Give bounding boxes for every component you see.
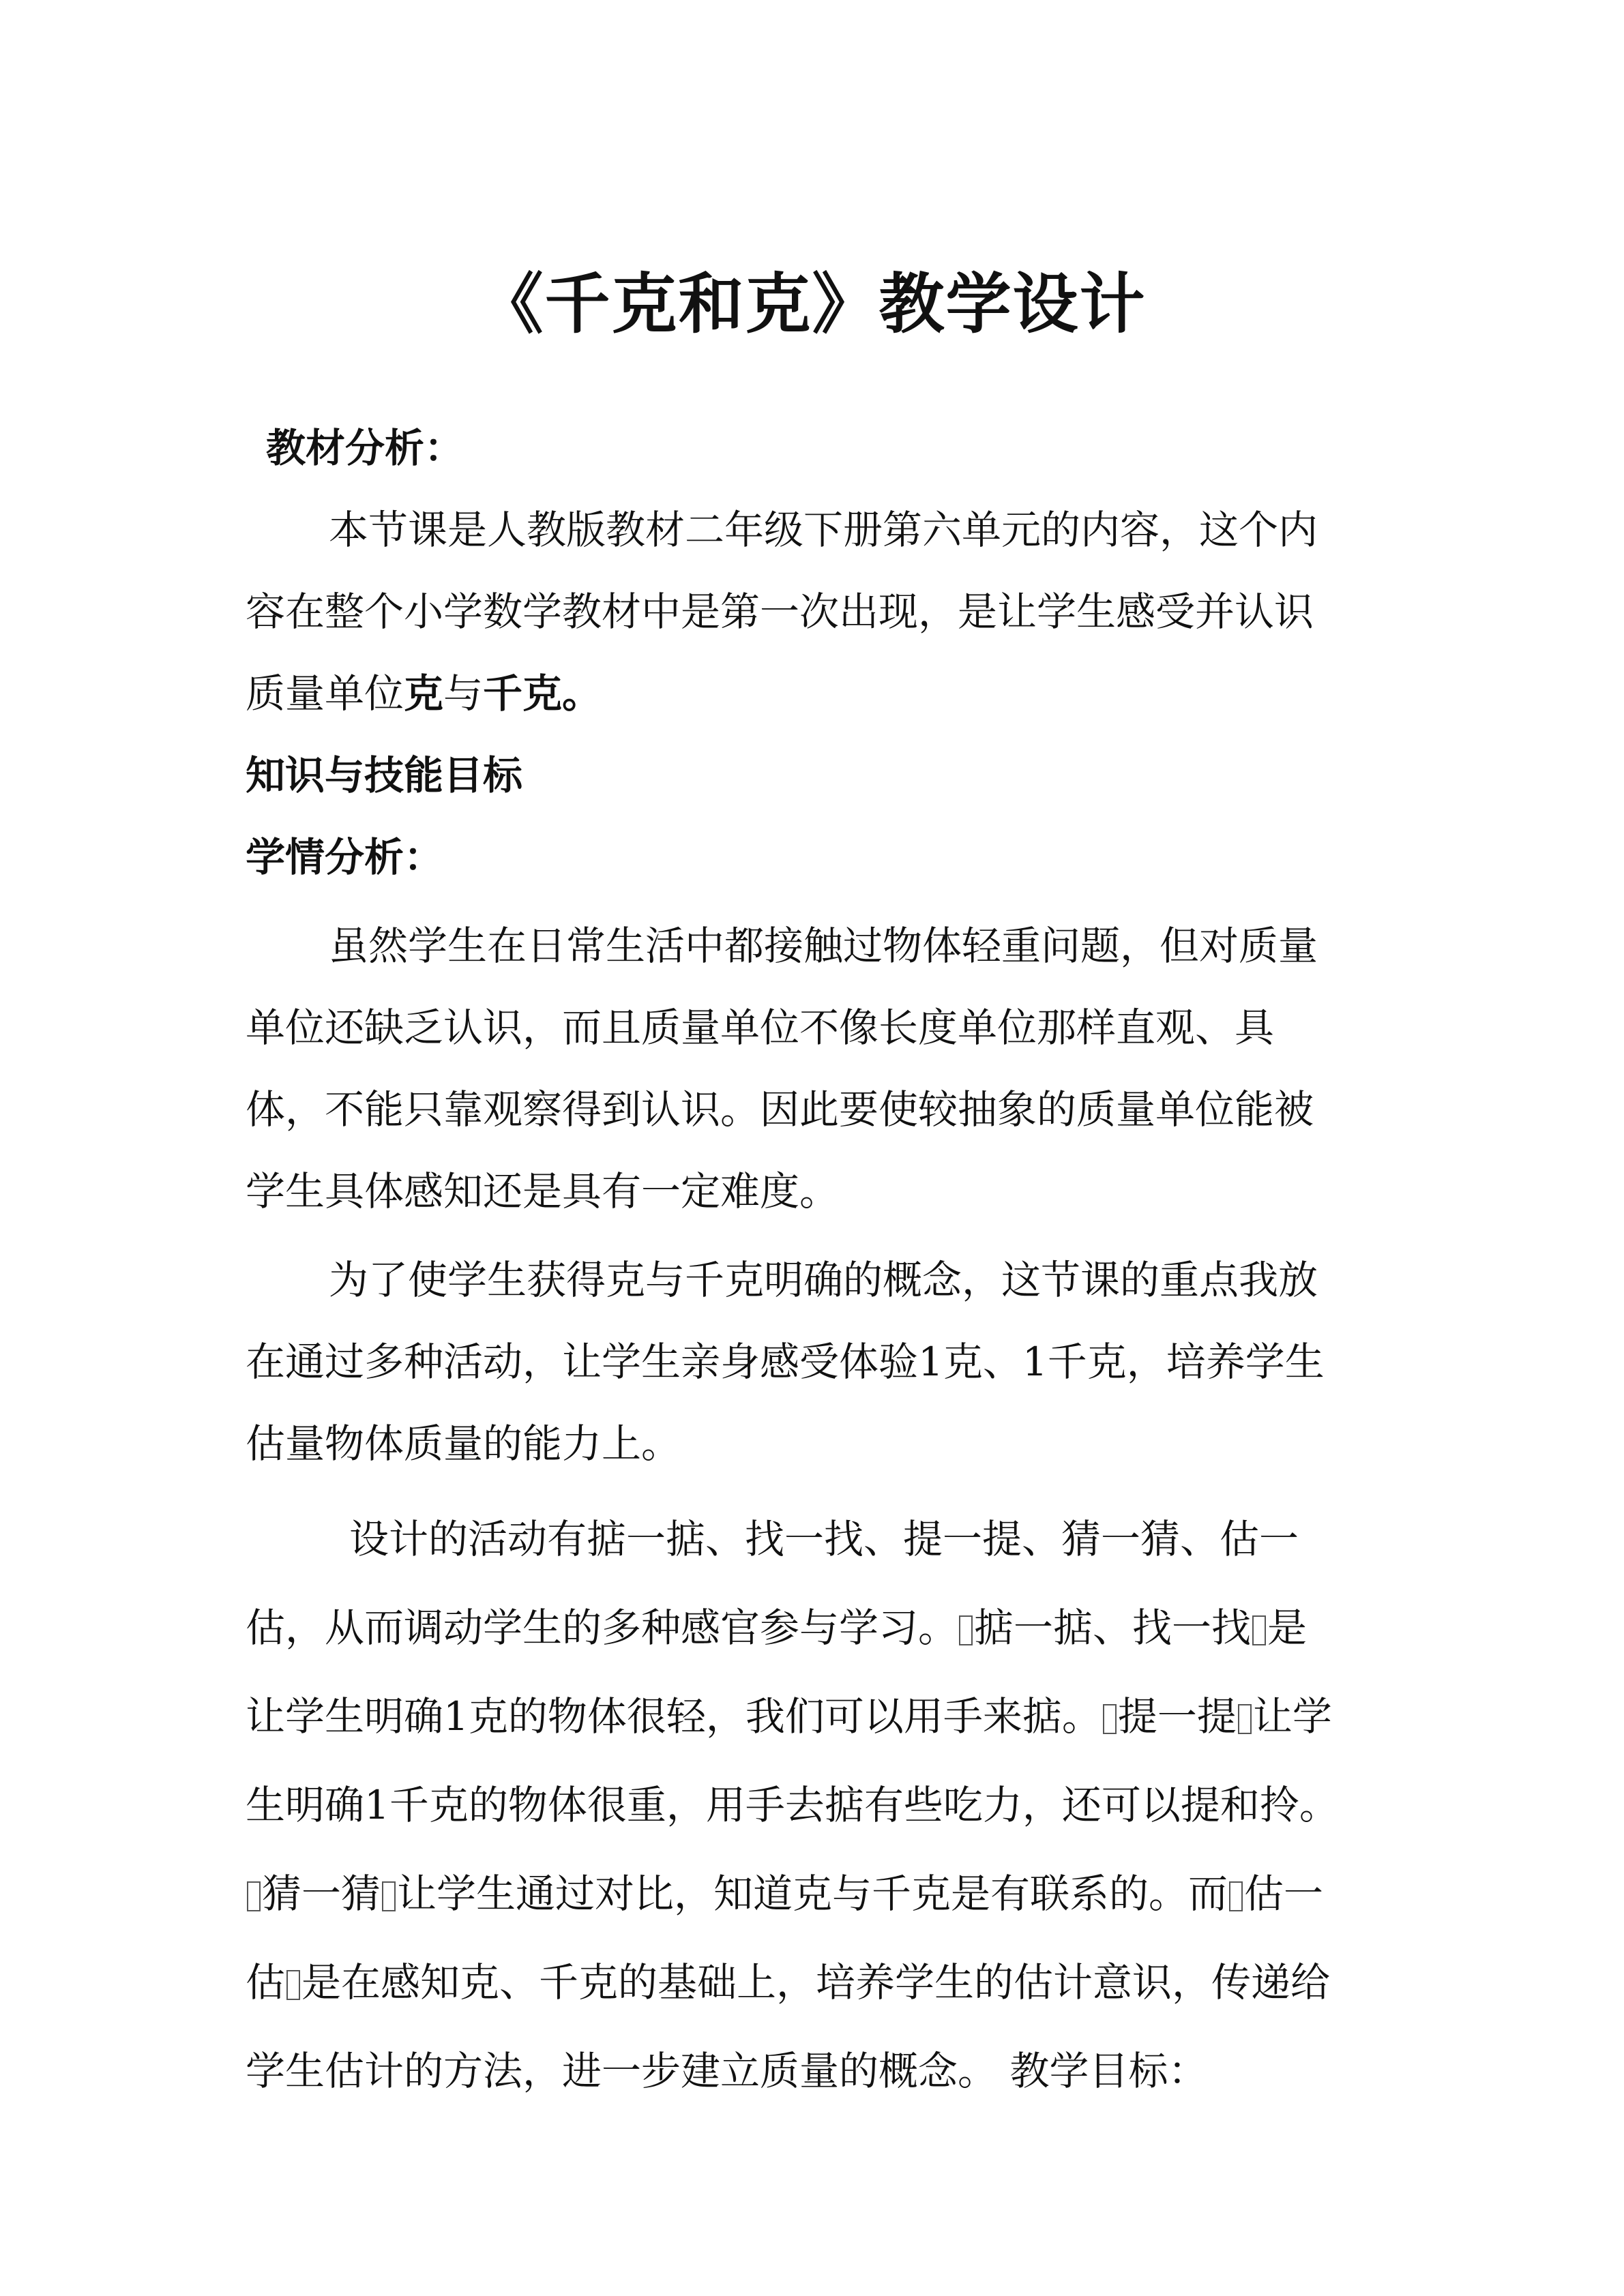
p3-line-3-c: 让学 (1252, 1693, 1332, 1740)
document-title: 《千克和克》教学设计 (477, 265, 1147, 342)
goal-heading: 知识与技能目标 (246, 752, 523, 799)
p3-line-5-b: 让学生通过对比，知道克与千克是有联系的。而 (397, 1870, 1228, 1917)
p2-line-1: 为了使学生获得克与千克明确的概念，这节课的重点我放 (329, 1257, 1318, 1303)
student-heading: 学情分析： (246, 834, 444, 880)
missing-glyph-icon (1252, 1615, 1266, 1645)
missing-glyph-icon (286, 1970, 300, 2000)
material-line-3-c: 与 (443, 670, 484, 717)
p3-line-5-c: 估一 (1244, 1870, 1324, 1917)
p3-line-5-a: 猜一猜 (262, 1870, 381, 1917)
missing-glyph-icon (1103, 1704, 1117, 1734)
p3-line-5 (246, 1862, 1391, 1919)
p3-line-7: 学生估计的方法，进一步建立质量的概念。 教学目标： (246, 2048, 1208, 2094)
p2-line-2: 在通过多种活动，让学生亲身感受体验1克、1千克，培养学生 (246, 1339, 1325, 1385)
missing-glyph-icon (382, 1881, 396, 1911)
missing-glyph-icon (1229, 1881, 1243, 1911)
material-line-3-a: 质量单位 (246, 670, 404, 717)
missing-glyph-icon (959, 1615, 973, 1645)
material-line-2: 容在整个小学数学教材中是第一次出现，是让学生感受并认识 (246, 588, 1314, 635)
p2-line-3: 估量物体质量的能力上。 (246, 1420, 681, 1467)
p1-line-2: 单位还缺乏认识，而且质量单位不像长度单位那样直观、具 (246, 1004, 1275, 1051)
p3-line-3-b: 提一提 (1117, 1693, 1237, 1740)
p3-line-2-b: 掂一掂、找一找 (974, 1605, 1252, 1651)
material-line-3 (246, 661, 1391, 719)
p1-line-4: 学生具体感知还是具有一定难度。 (246, 1168, 840, 1214)
p1-line-1: 虽然学生在日常生活中都接触过物体轻重问题，但对质量 (329, 923, 1318, 969)
material-line-1: 本节课是人教版教材二年级下册第六单元的内容，这个内 (329, 507, 1318, 553)
missing-glyph-icon (1238, 1704, 1252, 1734)
p3-line-6-b: 是在感知克、千克的基础上，培养学生的估计意识，传递给 (301, 1959, 1331, 2006)
p3-line-6-a: 估 (246, 1959, 286, 2006)
p3-line-2-a: 估，从而调动学生的多种感官参与学习。 (246, 1605, 958, 1651)
material-line-3-d: 千克。 (483, 670, 602, 717)
p3-line-2 (246, 1596, 1391, 1653)
p1-line-3: 体，不能只靠观察得到认识。因此要使较抽象的质量单位能被 (246, 1086, 1314, 1133)
material-heading: 教材分析： (266, 425, 464, 471)
p3-line-2-c: 是 (1267, 1605, 1308, 1651)
material-line-3-b: 克 (404, 670, 444, 717)
p3-line-4: 生明确1千克的物体很重，用手去掂有些吃力，还可以提和拎。 (246, 1782, 1339, 1828)
missing-glyph-icon (247, 1881, 261, 1911)
p3-line-1: 设计的活动有掂一掂、找一找、提一提、猜一猜、估一 (349, 1516, 1299, 1562)
p3-line-6 (246, 1950, 1391, 2008)
p3-line-3 (246, 1684, 1391, 1742)
p3-line-3-a: 让学生明确1克的物体很轻，我们可以用手来掂。 (246, 1693, 1102, 1740)
